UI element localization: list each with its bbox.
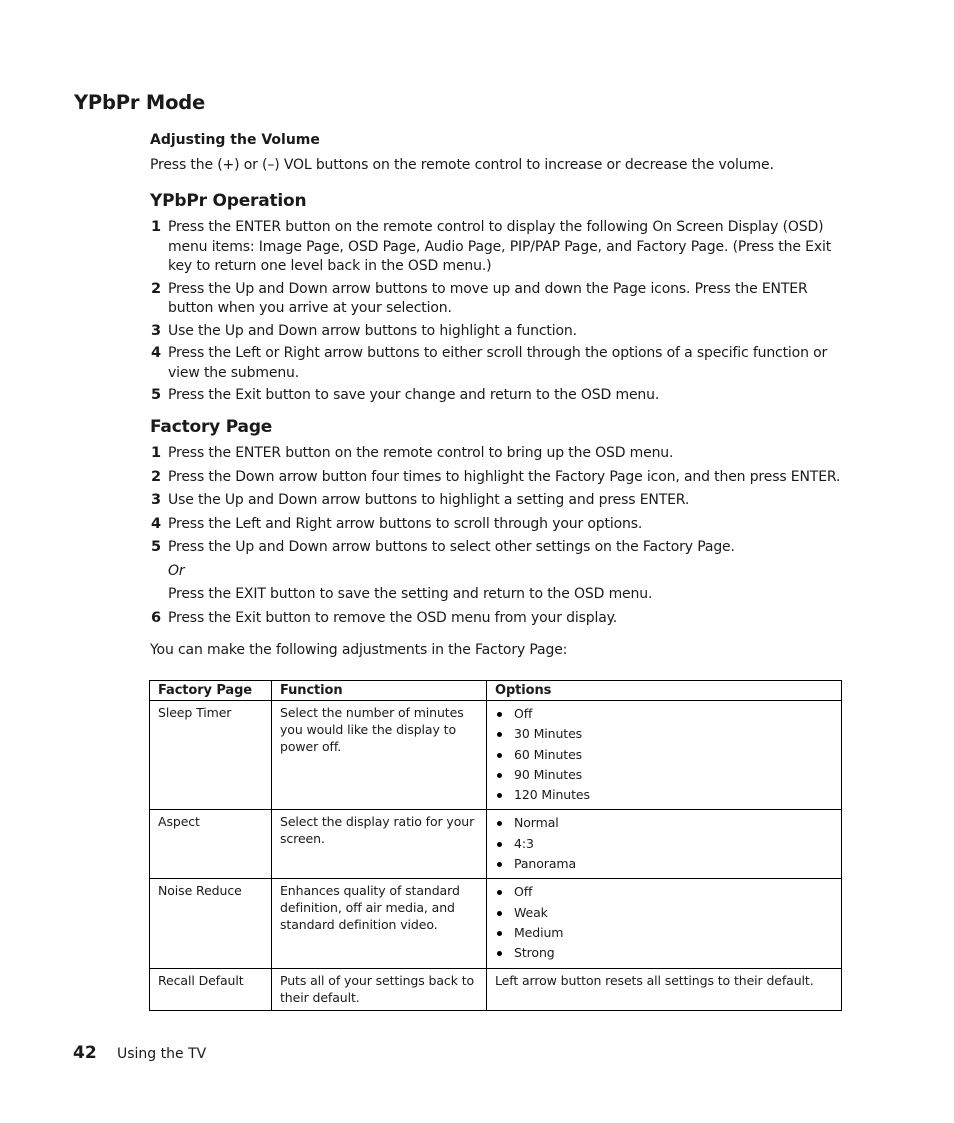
option-item: 90 Minutes xyxy=(495,765,833,785)
page-number: 42 xyxy=(73,1043,97,1063)
operation-steps xyxy=(150,218,850,406)
cell-page: Aspect xyxy=(150,810,272,879)
factory-step xyxy=(150,444,850,464)
step-text: Press the ENTER button on the remote control to bring up the OSD menu. xyxy=(168,445,674,461)
cell-options xyxy=(487,879,842,968)
step-number: 5 xyxy=(151,387,161,403)
option-item: Panorama xyxy=(495,854,833,874)
step-text: Press the ENTER button on the remote control to display the following On Screen Display (OSD) menu items: Image Page, OSD Page, Audio Page, PIP/PAP Page, and Factory Page. (Press the Exit key to return one level back in the OSD menu.) xyxy=(168,219,832,274)
step-number: 4 xyxy=(151,515,161,532)
operation-heading: YPbPr Operation xyxy=(150,191,307,211)
option-item: Weak xyxy=(495,903,833,923)
step-text: Press the Up and Down arrow buttons to move up and down the Page icons. Press the ENTER button when you arrive at your selection. xyxy=(168,280,808,316)
step-text: Press the Left or Right arrow buttons to either scroll through the options of a specific function or view the submenu. xyxy=(168,345,828,381)
factory-intro: You can make the following adjustments in the Factory Page: xyxy=(150,642,568,658)
step-number: 2 xyxy=(151,468,161,485)
cell-page: Recall Default xyxy=(150,968,272,1010)
header-options: Options xyxy=(487,681,842,701)
operation-step xyxy=(150,218,850,277)
cell-options: Left arrow button resets all settings to their default. xyxy=(487,968,842,1010)
cell-function: Enhances quality of standard definition, off air media, and standard definition video. xyxy=(272,879,487,968)
footer-section: Using the TV xyxy=(117,1046,207,1062)
option-item: 60 Minutes xyxy=(495,745,833,765)
operation-step xyxy=(150,280,850,319)
step-text: Press the Down arrow button four times to highlight the Factory Page icon, and then press ENTER. xyxy=(168,468,841,485)
cell-page: Noise Reduce xyxy=(150,879,272,968)
factory-heading: Factory Page xyxy=(150,417,273,437)
step-text: Press the Exit button to save your change and return to the OSD menu. xyxy=(168,387,660,403)
option-item: Strong xyxy=(495,943,833,963)
option-item: 30 Minutes xyxy=(495,724,833,744)
factory-steps xyxy=(150,444,850,628)
factory-step xyxy=(150,468,850,488)
table-row xyxy=(150,701,842,810)
step-number: 3 xyxy=(151,492,161,508)
cell-options xyxy=(487,701,842,810)
step-alt-text: Press the EXIT button to save the setting and return to the OSD menu. xyxy=(168,586,653,602)
option-item: 4:3 xyxy=(495,834,833,854)
option-item: Normal xyxy=(495,813,833,833)
cell-function: Puts all of your settings back to their default. xyxy=(272,968,487,1010)
table-row xyxy=(150,879,842,968)
step-number: 4 xyxy=(151,345,161,361)
factory-step xyxy=(150,609,850,629)
volume-text: Press the (+) or (–) VOL buttons on the remote control to increase or decrease the volume. xyxy=(150,157,774,173)
step-number: 1 xyxy=(151,445,161,461)
operation-step xyxy=(150,322,850,342)
factory-step xyxy=(150,538,850,605)
option-item: Off xyxy=(495,704,833,724)
volume-heading: Adjusting the Volume xyxy=(150,132,320,148)
factory-step xyxy=(150,491,850,511)
step-number: 6 xyxy=(151,609,161,626)
option-item: 120 Minutes xyxy=(495,785,833,805)
step-text: Use the Up and Down arrow buttons to highlight a function. xyxy=(168,322,577,339)
option-item: Off xyxy=(495,882,833,902)
step-text: Use the Up and Down arrow buttons to highlight a setting and press ENTER. xyxy=(168,492,690,508)
step-number: 2 xyxy=(151,280,161,297)
header-function: Function xyxy=(272,681,487,701)
factory-page-table xyxy=(149,680,842,1011)
step-text: Press the Left and Right arrow buttons to scroll through your options. xyxy=(168,515,643,532)
cell-options xyxy=(487,810,842,879)
table-header-row xyxy=(150,681,842,701)
table-row xyxy=(150,810,842,879)
cell-function: Select the number of minutes you would like the display to power off. xyxy=(272,701,487,810)
page-title: YPbPr Mode xyxy=(74,91,206,114)
option-item: Medium xyxy=(495,923,833,943)
table-row xyxy=(150,968,842,1010)
step-text: Press the Up and Down arrow buttons to select other settings on the Factory Page. xyxy=(168,539,735,555)
factory-step xyxy=(150,515,850,535)
cell-function: Select the display ratio for your screen. xyxy=(272,810,487,879)
step-number: 3 xyxy=(151,322,161,339)
operation-step xyxy=(150,344,850,383)
step-or: Or xyxy=(168,562,185,579)
step-number: 5 xyxy=(151,539,161,555)
step-number: 1 xyxy=(151,219,161,235)
operation-step xyxy=(150,386,850,406)
step-text: Press the Exit button to remove the OSD menu from your display. xyxy=(168,609,618,626)
header-factory-page: Factory Page xyxy=(150,681,272,701)
cell-page: Sleep Timer xyxy=(150,701,272,810)
